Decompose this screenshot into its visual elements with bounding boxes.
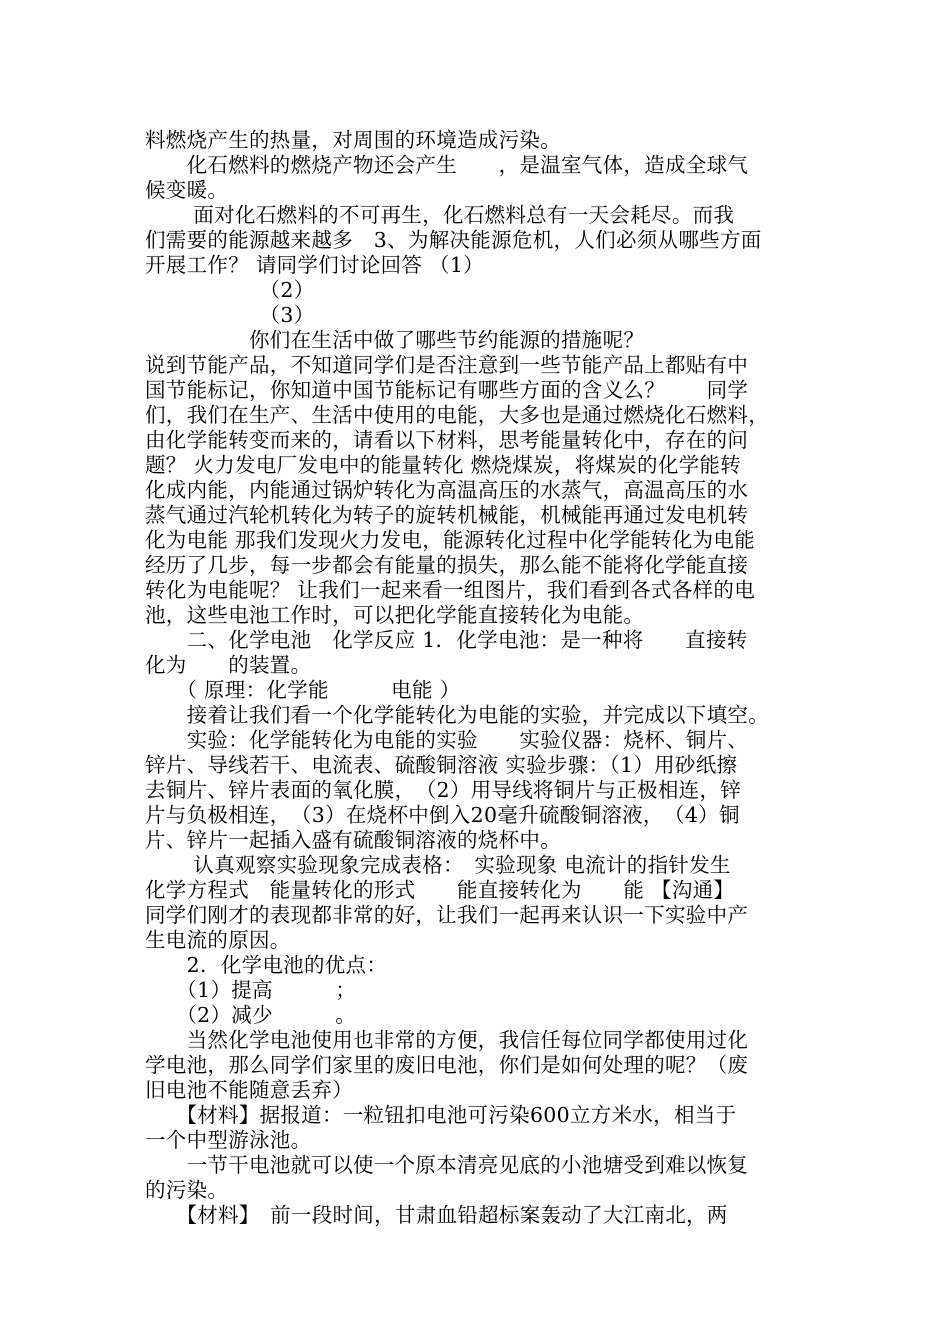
text-line: 二、化学电池 化学反应 1．化学电池：是一种将 直接转 xyxy=(145,628,748,652)
text-line: 池，这些电池工作时，可以把化学能直接转化为电能。 xyxy=(145,603,645,627)
text-line: 们，我们在生产、生活中使用的电能，大多也是通过燃烧化石燃料， xyxy=(145,403,769,427)
text-line: 蒸气通过汽轮机转化为转子的旋转机械能，机械能再通过发电机转 xyxy=(145,503,749,527)
text-line: 当然化学电池使用也非常的方便，我信任每位同学都使用过化 xyxy=(145,1028,749,1052)
text-line: 2．化学电池的优点： xyxy=(145,953,388,977)
text-line: 的污染。 xyxy=(145,1178,229,1202)
text-line: 化为电能 那我们发现火力发电，能源转化过程中化学能转化为电能 xyxy=(145,528,756,552)
text-line: 学电池，那么同学们家里的废旧电池，你们是如何处理的呢？（废 xyxy=(145,1053,749,1077)
text-line: （1）提高 ； xyxy=(145,978,357,1002)
text-line: 候变暖。 xyxy=(145,178,229,202)
text-line: 去铜片、锌片表面的氧化膜， （2）用导线将铜片与正极相连，锌 xyxy=(145,778,742,802)
text-line: 旧电池不能随意丢弃） xyxy=(145,1078,353,1102)
text-line: 们需要的能源越来越多 3、为解决能源危机，人们必须从哪些方面 xyxy=(145,228,762,252)
text-line: 经历了几步，每一步都会有能量的损失，那么能不能将化学能直接 xyxy=(145,553,749,577)
text-line: 国节能标记，你知道中国节能标记有哪些方面的含义么？ 同学 xyxy=(145,378,749,402)
text-line: 一节干电池就可以使一个原本清亮见底的小池塘受到难以恢复 xyxy=(145,1153,749,1177)
text-line: 认真观察实验现象完成表格： 实验现象 电流计的指针发生 xyxy=(145,853,731,877)
text-line: （2）减少 。 xyxy=(145,1003,357,1027)
text-line: 一个中型游泳池。 xyxy=(145,1128,312,1152)
text-line: 面对化石燃料的不可再生，化石燃料总有一天会耗尽。而我 xyxy=(145,203,735,227)
text-line: 转化为电能呢？ 让我们一起来看一组图片，我们看到各式各样的电 xyxy=(145,578,756,602)
text-line: 【材料】 前一段时间，甘肃血铅超标案轰动了大江南北，两 xyxy=(145,1203,728,1227)
text-line: 料燃烧产生的热量，对周围的环境造成污染。 xyxy=(145,128,561,152)
text-line: 开展工作？ 请同学们讨论回答 （1） xyxy=(145,253,484,277)
text-line: 生电流的原因。 xyxy=(145,928,291,952)
text-line: （ 原理：化学能 电能 ） xyxy=(145,678,461,702)
text-line: 题？ 火力发电厂发电中的能量转化 燃烧煤炭，将煤炭的化学能转 xyxy=(145,453,742,477)
text-line: 化石燃料的燃烧产物还会产生 ，是温室气体，造成全球气 xyxy=(145,153,749,177)
text-line: 说到节能产品，不知道同学们是否注意到一些节能产品上都贴有中 xyxy=(145,353,749,377)
text-line: 化学方程式 能量转化的形式 能直接转化为 能 【沟通】 xyxy=(145,878,735,902)
text-line: 由化学能转变而来的，请看以下材料，思考能量转化中，存在的问 xyxy=(145,428,749,452)
text-line: 片、锌片一起插入盛有硫酸铜溶液的烧杯中。 xyxy=(145,828,561,852)
text-line: 化成内能，内能通过锅炉转化为高温高压的水蒸气，高温高压的水 xyxy=(145,478,749,502)
text-line: 实验：化学能转化为电能的实验 实验仪器：烧杯、铜片、 xyxy=(145,728,749,752)
text-line: 【材料】据报道：一粒钮扣电池可污染600立方米水，相当于 xyxy=(145,1103,737,1127)
text-line: （3） xyxy=(145,303,315,327)
text-line: 接着让我们看一个化学能转化为电能的实验，并完成以下填空。 xyxy=(145,703,769,727)
text-line: 化为 的装置。 xyxy=(145,653,312,677)
text-line: 片与负极相连， （3）在烧杯中倒入20毫升硫酸铜溶液， （4）铜 xyxy=(145,803,740,827)
text-line: 同学们刚才的表现都非常的好，让我们一起再来认识一下实验中产 xyxy=(145,903,749,927)
text-line: 锌片、导线若干、电流表、硫酸铜溶液 实验步骤：（1）用砂纸擦 xyxy=(145,753,738,777)
text-line: （2） xyxy=(145,278,315,302)
text-line: 你们在生活中做了哪些节约能源的措施呢？ xyxy=(145,328,645,352)
